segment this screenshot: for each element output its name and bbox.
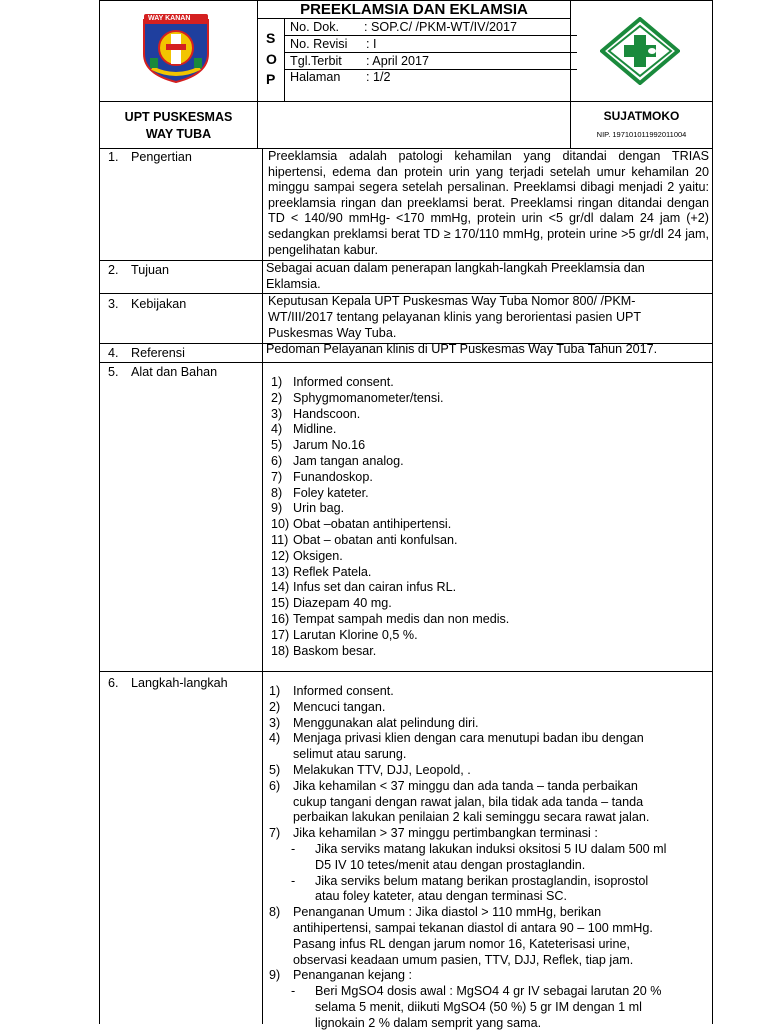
list-item-num: 14) — [271, 580, 290, 595]
row-line-5 — [99, 362, 713, 363]
signer-nip: NIP. 197101011992011004 — [596, 130, 687, 139]
sub-text-line: Beri MgSO4 dosis awal : MgSO4 4 gr IV sebagai larutan 20 % — [315, 984, 662, 999]
list-item — [271, 375, 701, 391]
meta-label-nodok: No. Dok. — [290, 20, 339, 34]
list-item — [271, 391, 701, 407]
step-text-line: cukup tangani dengan rawat jalan, bila tidak ada tanda – tanda — [293, 794, 644, 809]
header-divider-left — [257, 0, 258, 149]
list-item-text: Oksigen. — [293, 548, 343, 563]
page-title: PREEKLAMSIA DAN EKLAMSIA — [300, 1, 528, 18]
sub-text-line: lignokain 2 % dalam semprit yang sama. — [315, 1015, 542, 1030]
list-item-text: Sphygmomanometer/tensi. — [293, 390, 444, 405]
meta-line-2 — [284, 52, 577, 53]
list-item-text: Baskom besar. — [293, 643, 377, 658]
list-item-num: 6) — [271, 453, 283, 468]
list-item — [271, 549, 701, 565]
list-item-num: 12) — [271, 548, 290, 563]
sub-dash: - — [291, 984, 296, 999]
list-item-num: 11) — [271, 532, 289, 547]
step-text: Penanganan kejang : — [293, 968, 413, 983]
list-item-num: 7) — [271, 469, 283, 484]
list-item-num: 13) — [271, 564, 290, 579]
step-text-line: Jika kehamilan < 37 minggu dan ada tanda – tanda perbaikan — [293, 778, 638, 793]
list-item — [271, 470, 701, 486]
step-num: 1) — [269, 684, 281, 698]
list-item — [271, 407, 701, 423]
meta-label-revisi: No. Revisi — [290, 37, 348, 51]
step-text: Menggunakan alat pelindung diri. — [293, 715, 479, 730]
pengertian-text: Preeklamsia adalah patologi kehamilan yang ditandai dengan TRIAS hipertensi, edema dan protein urin yang terjadi setelah umur kehamilan 20 minggu sampai segera setelah persalinan. Preeklamsi dibagi menjadi 2 yaitu: preeklamsia ringan dan preeklamsi berat. Preeklamsi ringan ditandai dengan TD < 140/90 mmHg- <170 mmHg, protein urin <5 gr/dl dalam 24 jam (+2) sedangkan preklamsi berat TD ≥ 170/110 mmHg, protein urine >5 gr/dl 24 jam, pengelihatan kabur. — [268, 149, 709, 257]
list-item-num: 18) — [271, 643, 290, 658]
step-text-line: Menjaga privasi klien dengan cara menutupi badan ibu dengan — [293, 731, 644, 746]
logo-text: WAY KANAN — [148, 15, 191, 22]
header-divider-right — [570, 0, 571, 149]
step-num: 8) — [269, 905, 281, 920]
list-item-text: Obat –obatan antihipertensi. — [293, 517, 452, 532]
step-num: 5) — [269, 762, 281, 777]
list-item — [271, 628, 701, 644]
step-text-line: Penanganan Umum : Jika diastol > 110 mmHg, berikan — [293, 905, 602, 920]
puskesmas-logo — [600, 17, 680, 85]
sub-text-line: Jika serviks matang lakukan induksi oksitosi 5 IU dalam 500 ml — [315, 841, 667, 856]
list-item-text: Handscoon. — [293, 406, 361, 421]
step-num: 6) — [269, 778, 281, 793]
section-label-alat: Alat dan Bahan — [131, 365, 218, 379]
list-item-text: Larutan Klorine 0,5 %. — [293, 627, 418, 642]
org-name-line1: UPT PUSKESMAS — [124, 110, 233, 124]
row-line-6 — [99, 671, 713, 672]
signer-name: SUJATMOKO — [603, 109, 680, 123]
list-item-num: 8) — [271, 485, 283, 500]
step-item — [269, 779, 709, 826]
list-item-text: Infus set dan cairan infus RL. — [293, 580, 457, 595]
langkah-list — [269, 684, 709, 1032]
list-item — [271, 612, 701, 628]
step-item — [269, 826, 709, 842]
kebijakan-line1: Keputusan Kepala UPT Puskesmas Way Tuba Nomor 800/ /PKM- — [268, 294, 636, 308]
meta-label-halaman: Halaman — [290, 70, 341, 84]
list-item — [271, 501, 701, 517]
list-item-num: 2) — [271, 390, 283, 405]
sub-text-line: D5 IV 10 tetes/menit atau dengan prostaglandin. — [315, 857, 586, 872]
title-underline — [257, 18, 570, 19]
list-item — [271, 422, 701, 438]
list-item-num: 10) — [271, 517, 290, 532]
way-kanan-logo — [140, 10, 212, 84]
sop-divider — [284, 18, 285, 101]
alat-list — [271, 375, 701, 659]
step-text: Jika kehamilan > 37 minggu pertimbangkan terminasi : — [293, 826, 598, 841]
list-item-num: 3) — [271, 406, 283, 421]
list-item — [271, 517, 701, 533]
step-text: Mencuci tangan. — [293, 699, 386, 714]
section-label-referensi: Referensi — [131, 346, 185, 360]
step-subitem — [269, 874, 709, 906]
step-item — [269, 968, 709, 984]
list-item-num: 4) — [271, 422, 283, 437]
step-text: Melakukan TTV, DJJ, Leopold, . — [293, 762, 471, 777]
section-num-1: 1. — [108, 150, 119, 164]
sub-text-line: Jika serviks belum matang berikan prostaglandin, isoprostol — [315, 873, 649, 888]
step-text-line: selimut atau sarung. — [293, 747, 407, 762]
list-item-text: Diazepam 40 mg. — [293, 596, 392, 611]
header-bottom-line — [99, 101, 713, 102]
list-item — [271, 438, 701, 454]
list-item-text: Urin bag. — [293, 501, 345, 516]
referensi-text: Pedoman Pelayanan klinis di UPT Puskesmas Way Tuba Tahun 2017. — [266, 342, 658, 356]
list-item-num: 9) — [271, 501, 283, 516]
meta-value-revisi: : I — [366, 37, 377, 51]
step-item — [269, 905, 709, 968]
step-text-line: antihipertensi, sampai tekanan diastol di antara 90 – 100 mmHg. — [293, 920, 653, 935]
list-item-num: 1) — [271, 375, 283, 389]
kebijakan-line3: Puskesmas Way Tuba. — [268, 326, 397, 340]
list-item-text: Reflek Patela. — [293, 564, 372, 579]
section-label-langkah: Langkah-langkah — [131, 676, 228, 690]
step-item — [269, 763, 709, 779]
list-item — [271, 533, 701, 549]
sub-dash: - — [291, 841, 296, 856]
list-item — [271, 644, 701, 660]
step-subitem — [269, 842, 709, 874]
step-item — [269, 716, 709, 732]
step-item — [269, 684, 709, 700]
tujuan-line1: Sebagai acuan dalam penerapan langkah-langkah Preeklamsia dan — [266, 261, 645, 275]
step-num: 4) — [269, 731, 281, 746]
list-item-num: 15) — [271, 596, 290, 611]
kebijakan-line2: WT/III/2017 tentang pelayanan klinis yang berorientasi pasien UPT — [268, 310, 642, 324]
sop-letter-p: P — [266, 71, 276, 87]
meta-line-1 — [284, 35, 577, 36]
meta-value-tglterbit: : April 2017 — [366, 54, 430, 68]
list-item-text: Funandoskop. — [293, 469, 373, 484]
step-num: 2) — [269, 699, 281, 714]
sub-text-line: atau foley kateter, atau dengan terminasi SC. — [315, 889, 568, 904]
step-num: 7) — [269, 826, 281, 841]
section-label-tujuan: Tujuan — [131, 263, 170, 277]
list-item-num: 5) — [271, 438, 283, 453]
section-label-pengertian: Pengertian — [131, 150, 192, 164]
list-item-text: Midline. — [293, 422, 337, 437]
section-label-kebijakan: Kebijakan — [131, 297, 187, 311]
step-subitem — [269, 984, 709, 1031]
section-num-6: 6. — [108, 676, 119, 690]
sub-text-line: selama 5 menit, diikuti MgSO4 (50 %) 5 gr IM dengan 1 ml — [315, 999, 642, 1014]
list-item-text: Informed consent. — [293, 375, 394, 389]
label-column-divider — [262, 148, 263, 1024]
step-item — [269, 700, 709, 716]
list-item — [271, 486, 701, 502]
tujuan-line2: Eklamsia. — [266, 277, 321, 291]
list-item — [271, 454, 701, 470]
section-num-4: 4. — [108, 346, 119, 360]
step-num: 9) — [269, 968, 281, 983]
list-item — [271, 580, 701, 596]
meta-value-nodok: : SOP.C/ /PKM-WT/IV/2017 — [364, 20, 518, 34]
list-item-text: Jam tangan analog. — [293, 453, 404, 468]
sop-letter-s: S — [266, 30, 276, 46]
list-item-text: Jarum No.16 — [293, 438, 366, 453]
org-name-line2: WAY TUBA — [145, 127, 212, 141]
step-text: Informed consent. — [293, 684, 394, 698]
border-right — [712, 0, 713, 1024]
step-item — [269, 731, 709, 763]
meta-label-tglterbit: Tgl.Terbit — [290, 54, 342, 68]
puskesmas-logo-icon — [600, 17, 680, 85]
list-item — [271, 596, 701, 612]
section-num-5: 5. — [108, 365, 119, 379]
list-item-num: 16) — [271, 611, 290, 626]
list-item-text: Obat – obatan anti konfulsan. — [293, 532, 458, 547]
section-num-3: 3. — [108, 297, 119, 311]
list-item-text: Foley kateter. — [293, 485, 369, 500]
step-text-line: Pasang infus RL dengan jarum nomor 16, Kateterisasi urine, — [293, 936, 630, 951]
sub-dash: - — [291, 873, 296, 888]
border-left — [99, 0, 100, 1024]
step-text-line: perbaikan lakukan penilaian 2 kali seminggu secara rawat jalan. — [293, 810, 650, 825]
sop-letter-o: O — [266, 51, 277, 67]
list-item-text: Tempat sampah medis dan non medis. — [293, 611, 510, 626]
meta-value-halaman: : 1/2 — [366, 70, 391, 84]
section-num-2: 2. — [108, 263, 119, 277]
step-num: 3) — [269, 715, 281, 730]
list-item — [271, 565, 701, 581]
list-item-num: 17) — [271, 627, 290, 642]
step-text-line: observasi keadaan umum pasien, TTV, DJJ, Reflek, tiap jam. — [293, 952, 634, 967]
